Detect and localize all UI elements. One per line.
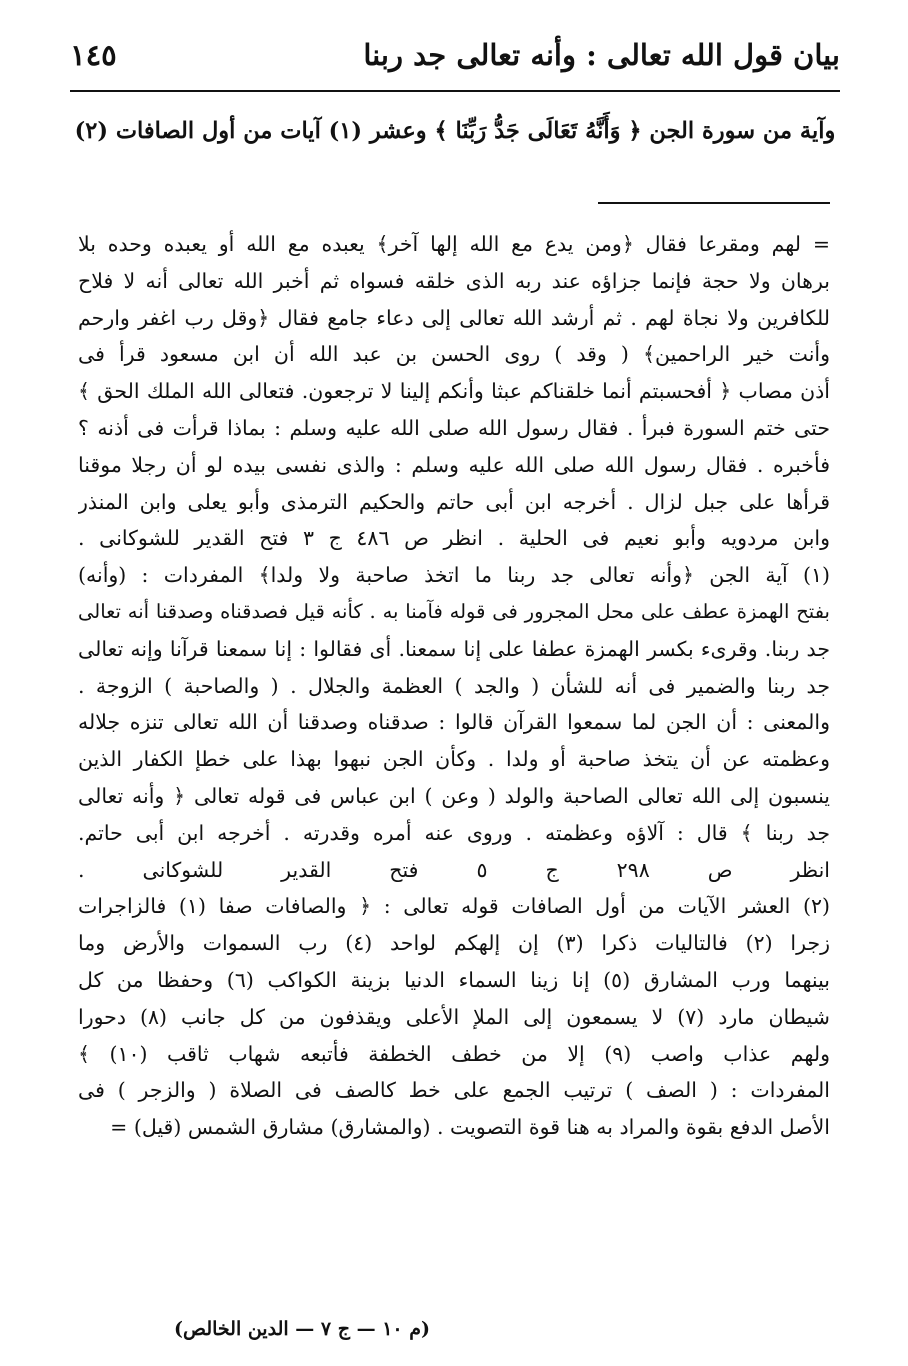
section-heading: وآية من سورة الجن ﴿ وَأَنَّهُ تَعَالَى جَدُّ رَبِّنَا ﴾ وعشر (١) آيات من أول الصافات (٢) [74, 118, 836, 144]
body-line: الأصل الدفع بقوة والمراد به هنا قوة التصويت . (والمشارق) مشارق الشمس (قيل) = [110, 1115, 830, 1140]
body-line: زجرا (٢) فالتاليات ذكرا (٣) إن إلهكم لواحد (٤) رب السموات والأرض وما [78, 931, 830, 956]
body-line: أذن مصاب ﴿ أفحسبتم أنما خلقناكم عبثا وأنكم إلينا لا ترجعون. فتعالى الله الملك الحق ﴾ [78, 379, 830, 404]
body-line: المفردات : ( الصف ) ترتيب الجمع على خط كالصف فى الصلاة ( والزجر ) فى [78, 1078, 830, 1103]
body-line: بفتح الهمزة عطف على محل المجرور فى قوله فآمنا به . كأنه قيل فصدقناه وصدقنا أنه تعالى [78, 599, 830, 623]
heading-rule [598, 202, 830, 204]
page-header [70, 34, 840, 84]
body-line: جد ربنا والضمير فى أنه للشأن ( والجد ) العظمة والجلال . ( والصاحبة ) الزوجة . [78, 673, 830, 698]
body-line: ينسبون إلى الله تعالى الصاحبة والولد ( وعن ) ابن عباس فى قوله تعالى ﴿ وأنه تعالى [78, 783, 830, 808]
body-line: جد ربنا. وقرىء بكسر الهمزة عطفا على إنا سمعنا. أى فقالوا : إنا سمعنا قرآنا وإنه تعالى [78, 636, 830, 661]
body-line: وعظمته عن أن يتخذ صاحبة أو ولدا . وكأن الجن نبهوا بهذا على خطإ الكفار الذين [78, 747, 830, 772]
body-line: قرأها على جبل لزال . أخرجه ابن أبى حاتم والحكيم الترمذى وأبو يعلى وابن المنذر [78, 489, 830, 514]
body-line: والمعنى : أن الجن لما سمعوا القرآن قالوا : صدقناه وصدقنا أن الله تعالى تنزه جلاله [78, 710, 830, 735]
body-line: (٢) العشر الآيات من أول الصافات قوله تعالى : ﴿ والصافات صفا (١) فالزاجرات [78, 894, 830, 919]
body-line: انظر ص ٢٩٨ ج ٥ فتح القدير للشوكانى . [78, 857, 830, 882]
body-line: برهان ولا حجة فإنما جزاؤه عند ربه الذى خلقه فسواه ثم أخبر الله تعالى أنه لا فلاح [78, 268, 830, 293]
body-line: جد ربنا ﴾ قال : آلاؤه وعظمته . وروى عنه أمره وقدرته . أخرجه ابن أبى حاتم. [78, 820, 830, 845]
body-line: (١) آية الجن ﴿وأنه تعالى جد ربنا ما اتخذ صاحبة ولا ولدا﴾ المفردات : (وأنه) [78, 563, 830, 588]
body-line: شيطان مارد (٧) لا يسمعون إلى الملإ الأعلى ويقذفون من كل جانب (٨) دحورا [78, 1004, 830, 1029]
footer-signature: (م ١٠ — ج ٧ — الدين الخالص) [174, 1318, 430, 1340]
body-line: ولهم عذاب واصب (٩) إلا من خطف الخطفة فأتبعه شهاب ثاقب (١٠) ﴾ [78, 1041, 830, 1066]
body-line: فأخبره . فقال رسول الله صلى الله عليه وسلم : والذى نفسى بيده لو أن رجلا موقنا [78, 452, 830, 477]
body-line: حتى ختم السورة فبرأ . فقال رسول الله صلى الله عليه وسلم : بماذا قرأت فى أذنه ؟ [78, 415, 830, 440]
body-text [78, 226, 830, 1146]
running-title: بيان قول الله تعالى : وأنه تعالى جد ربنا [363, 38, 840, 72]
body-line: = لهم ومقرعا فقال ﴿ومن يدع مع الله إلها آخر﴾ يعبده مع الله أو يعبده وحده بلا [78, 232, 830, 256]
body-line: للكافرين ولا نجاة لهم . ثم أرشد الله تعالى إلى دعاء جامع فقال ﴿وقل رب اغفر وارحم [78, 305, 830, 330]
body-line: وأنت خير الراحمين﴾ ( وقد ) روى الحسن بن عبد الله أن ابن مسعود قرأ فى [78, 342, 830, 367]
header-rule [70, 90, 840, 92]
page-number: ١٤٥ [70, 38, 117, 72]
body-line: وابن مردويه وأبو نعيم فى الحلية . انظر ص ٤٨٦ ج ٣ فتح القدير للشوكانى . [78, 526, 830, 551]
body-line: بينهما ورب المشارق (٥) إنا زينا السماء الدنيا بزينة الكواكب (٦) وحفظا من كل [78, 967, 830, 992]
